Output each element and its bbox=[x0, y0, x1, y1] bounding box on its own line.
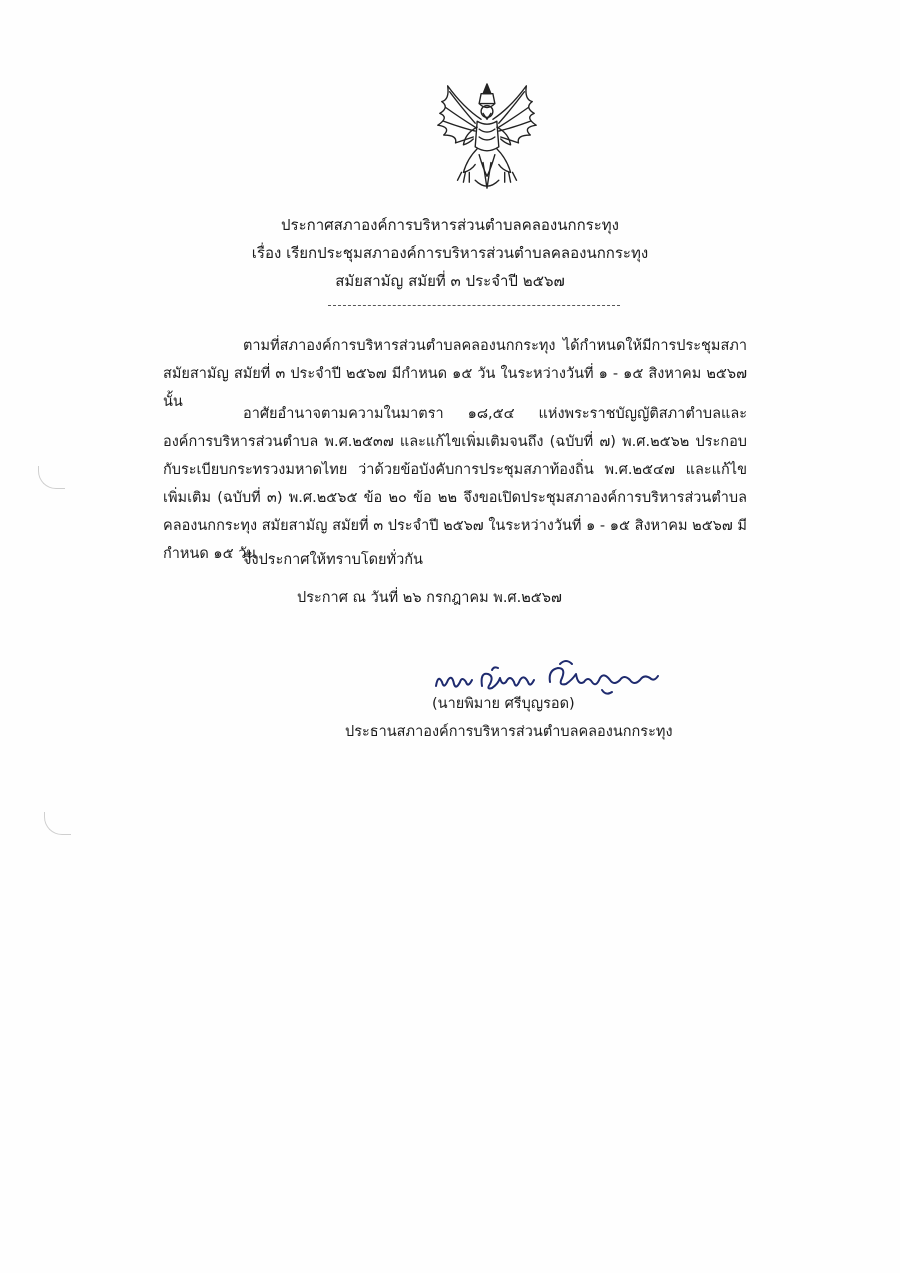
header-divider bbox=[328, 305, 620, 306]
body-paragraph-1: ตามที่สภาองค์การบริหารส่วนตำบลคลองนกกระทุง ได้กำหนดให้มีการประชุมสภา สมัยสามัญ สมัยที่ ๓ ประจำปี ๒๕๖๗ มีกำหนด ๑๕ วัน ในระหว่างวันที่ ๑ - ๑๕ สิงหาคม ๒๕๖๗ นั้น bbox=[163, 338, 747, 410]
punch-hole-mark bbox=[44, 812, 71, 835]
announcement-date: ประกาศ ณ วันที่ ๒๖ กรกฎาคม พ.ศ.๒๕๖๗ bbox=[297, 590, 562, 606]
announcement-subject: เรื่อง เรียกประชุมสภาองค์การบริหารส่วนตำบลคลองนกกระทุง bbox=[251, 244, 649, 262]
announcement-statement: จึงประกาศให้ทราบโดยทั่วกัน bbox=[243, 552, 423, 568]
punch-hole-mark bbox=[38, 466, 65, 489]
announcement-title: ประกาศสภาองค์การบริหารส่วนตำบลคลองนกกระทุง bbox=[280, 216, 619, 234]
garuda-emblem-icon bbox=[428, 78, 546, 196]
body-paragraph-2: อาศัยอำนาจตามความในมาตรา ๑๘,๕๔ แห่งพระราชบัญญัติสภาตำบลและองค์การบริหารส่วนตำบล พ.ศ.๒๕๓๗ และแก้ไขเพิ่มเติมจนถึง (ฉบับที่ ๗) พ.ศ.๒๕๖๒ ประกอบกับระเบียบกระทรวงมหาดไทย ว่าด้วยข้อบังคับการประชุมสภาท้องถิ่น พ.ศ.๒๕๔๗ และแก้ไขเพิ่มเติม (ฉบับที่ ๓) พ.ศ.๒๕๖๕ ข้อ ๒๐ ข้อ ๒๒ จึงขอเปิดประชุมสภาองค์การบริหารส่วนตำบลคลองนกกระทุง สมัยสามัญ สมัยที่ ๓ ประจำปี ๒๕๖๗ ในระหว่างวันที่ ๑ - ๑๕ สิงหาคม ๒๕๖๗ มีกำหนด ๑๕ วัน bbox=[163, 406, 747, 562]
session-line: สมัยสามัญ สมัยที่ ๓ ประจำปี ๒๕๖๗ bbox=[335, 272, 565, 290]
signer-name: (นายพิมาย ศรีบุญรอด) bbox=[432, 696, 575, 712]
signer-title: ประธานสภาองค์การบริหารส่วนตำบลคลองนกกระทุง bbox=[345, 724, 673, 740]
